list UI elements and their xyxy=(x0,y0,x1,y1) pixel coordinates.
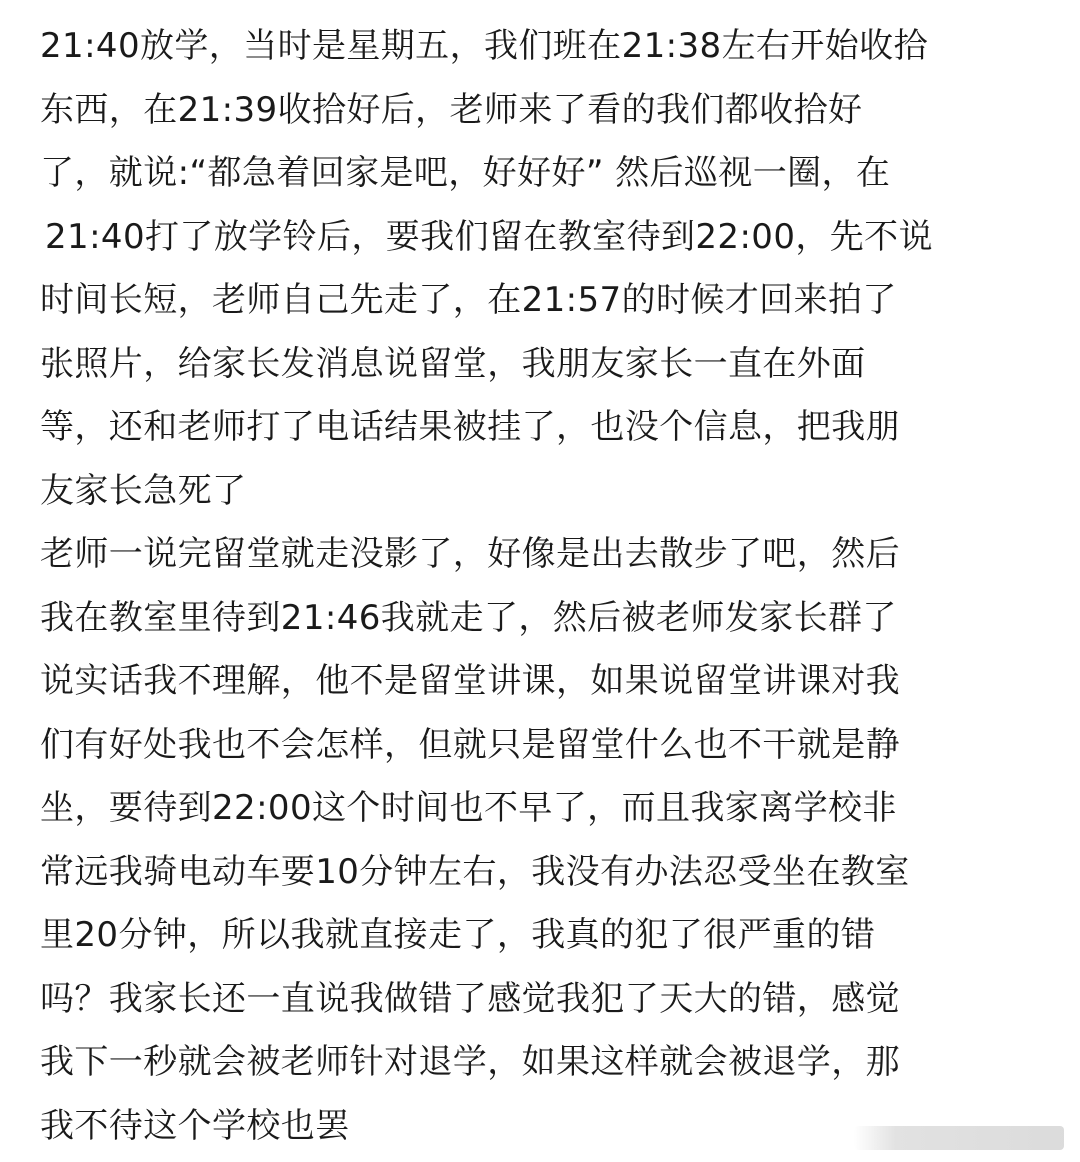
post-line: 了，就说:“都急着回家是吧，好好好” 然后巡视一圈，在 xyxy=(40,153,891,193)
post-line: 说实话我不理解，他不是留堂讲课，如果说留堂讲课对我 xyxy=(40,661,900,701)
post-line: 们有好处我也不会怎样，但就只是留堂什么也不干就是静 xyxy=(40,724,900,765)
post-line: 我下一秒就会被老师针对退学，如果这样就会被退学，那 xyxy=(40,1042,900,1082)
post-line: 我在教室里待到21:46我就走了，然后被老师发家长群了 xyxy=(40,597,897,638)
post-line: 等，还和老师打了电话结果被挂了，也没个信息，把我朋 xyxy=(40,407,900,447)
post-line: 坐，要待到22:00这个时间也不早了，而且我家离学校非 xyxy=(40,788,897,828)
post-line: 常远我骑电动车要10分钟左右，我没有办法忍受坐在教室 xyxy=(40,851,910,892)
post-line: 东西，在21:39收拾好后，老师来了看的我们都收拾好 xyxy=(40,89,863,130)
post-line: 21:40放学，当时是星期五，我们班在21:38左右开始收拾 xyxy=(40,26,928,66)
post-line: 我不待这个学校也罢 xyxy=(40,1105,350,1146)
post-body-text xyxy=(40,15,1050,1158)
post-line: 吗？我家长还一直说我做错了感觉我犯了天大的错，感觉 xyxy=(40,978,900,1019)
post-line: 张照片，给家长发消息说留堂，我朋友家长一直在外面 xyxy=(40,343,866,384)
post-line: 时间长短，老师自己先走了，在21:57的时候才回来拍了 xyxy=(40,280,897,320)
post-line: 里20分钟，所以我就直接走了，我真的犯了很严重的错 xyxy=(40,915,876,955)
post-line: 老师一说完留堂就走没影了，好像是出去散步了吧，然后 xyxy=(40,534,900,574)
post-line: 友家长急死了 xyxy=(40,470,247,511)
post-line: 21:40打了放学铃后，要我们留在教室待到22:00，先不说 xyxy=(45,216,933,257)
watermark-logo xyxy=(854,1126,1064,1150)
